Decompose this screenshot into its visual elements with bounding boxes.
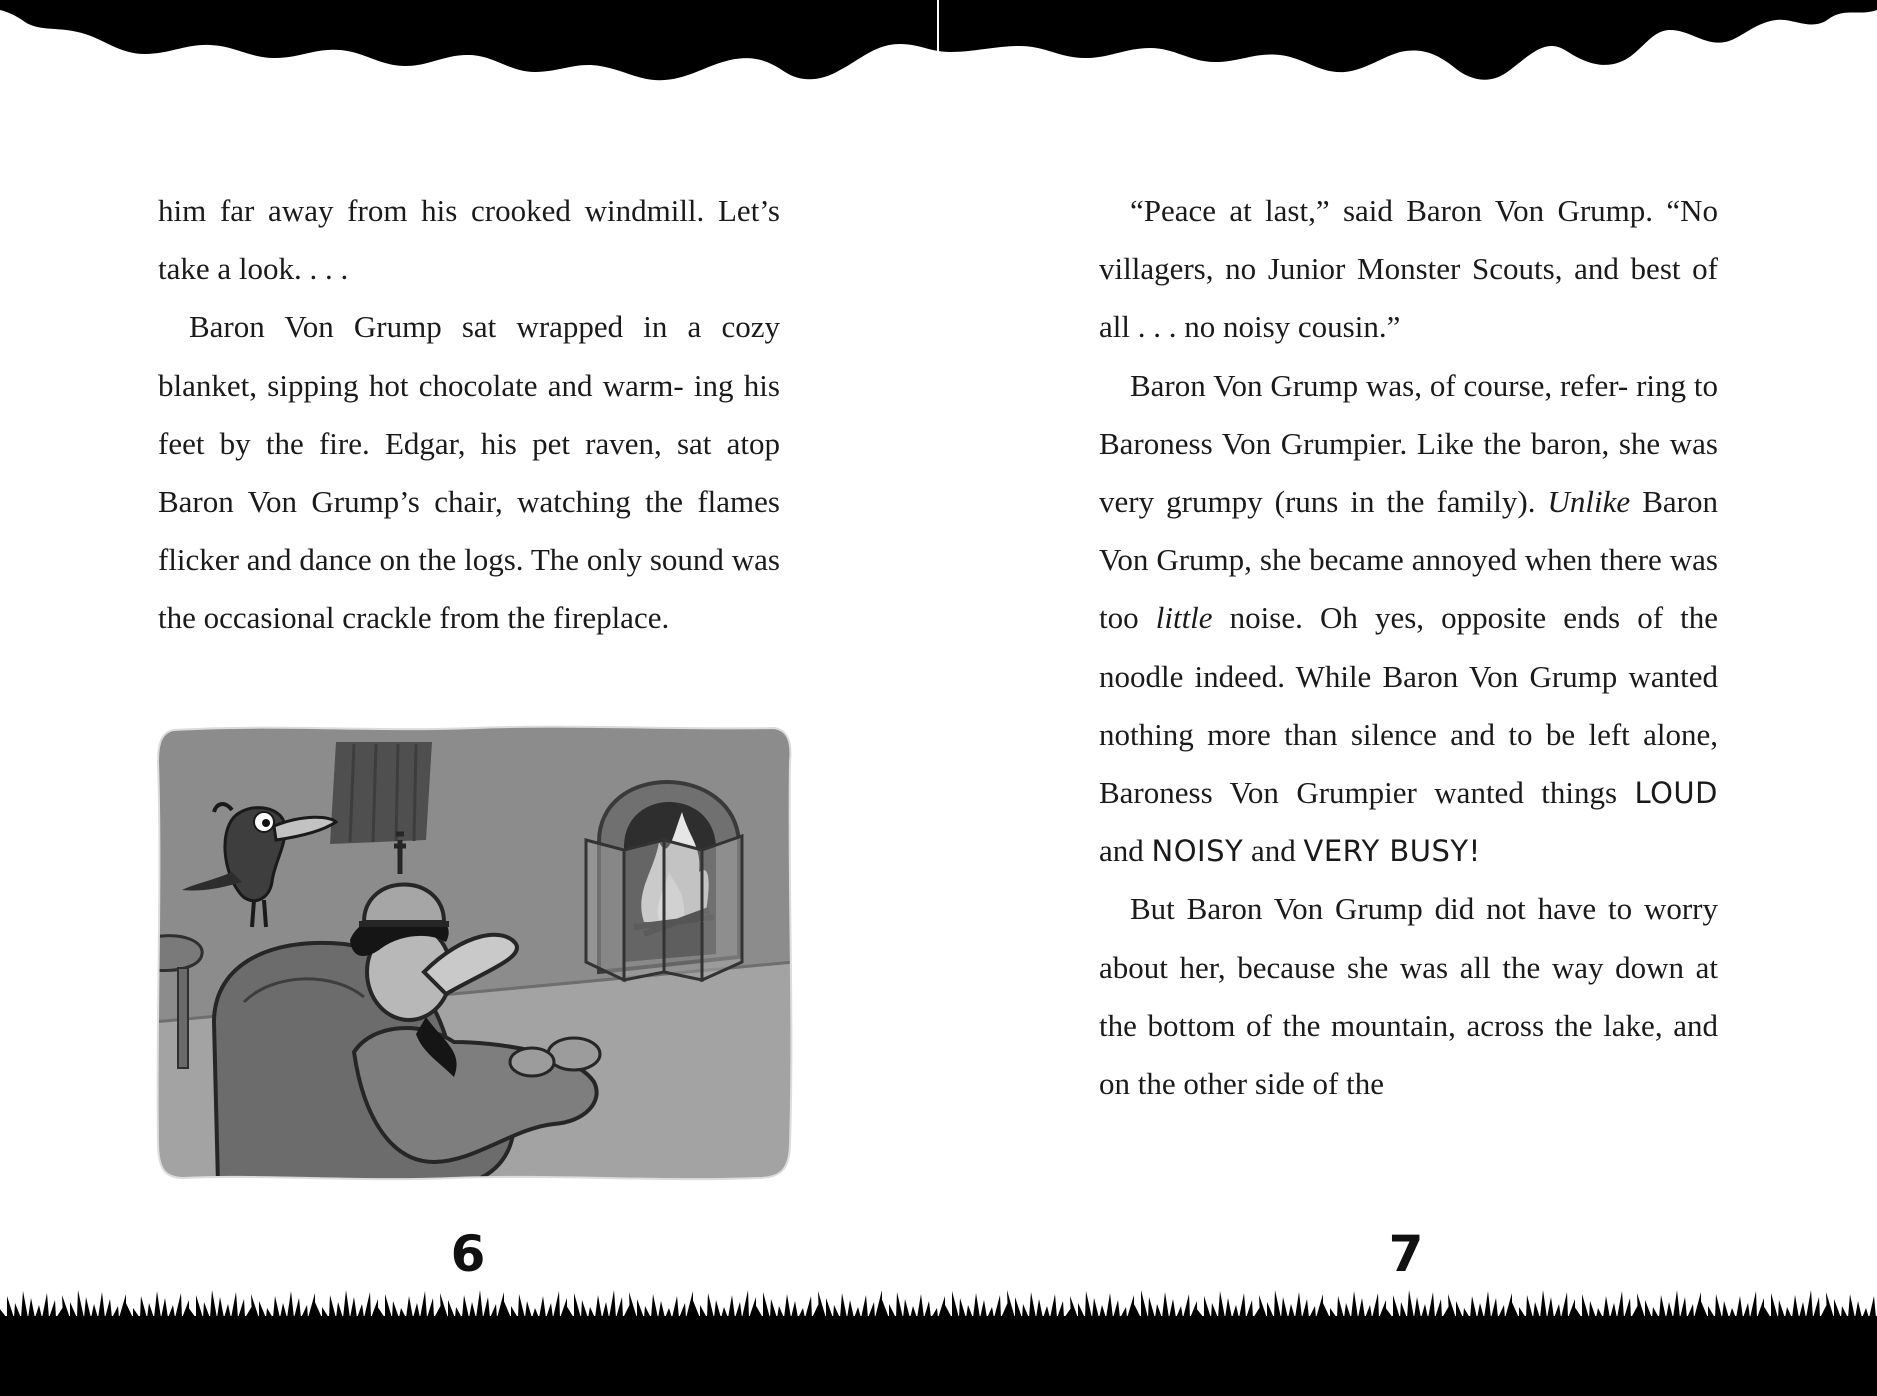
bottom-grass-border — [0, 1290, 1877, 1396]
p2-part-3: noise. Oh yes, opposite ends of the noodle indeed. While Baron Von Grump wanted nothing more than silence and to be left alone, Baroness Von Grumpier wanted things — [1099, 600, 1719, 811]
page-number-right: 7 — [1388, 1225, 1424, 1283]
left-paragraph-2: Baron Von Grump sat wrapped in a cozy blanket, sipping hot chocolate and warm- ing his feet by the fire. Edgar, his pet raven, sat atop Baron Von Grump’s chair, watching the flames flicker and dance on the logs. The only sound was the occasional crackle from the fireplace. — [158, 309, 780, 636]
right-paragraph-2 — [1099, 357, 1718, 881]
p2-noisy-word: NOISY — [1151, 834, 1244, 869]
p2-and-1: and — [1099, 833, 1144, 869]
left-page-text — [158, 182, 780, 648]
right-page-text — [1099, 182, 1718, 1113]
p2-and-2: and — [1250, 833, 1296, 869]
right-paragraph-3: But Baron Von Grump did not have to worry about her, because she was all the way down at the bottom of the mountain, across the lake, and on the other side of the — [1099, 891, 1718, 1102]
grass-blades — [0, 1290, 1877, 1318]
left-paragraph-1: him far away from his crooked windmill. Let’s take a look. . . . — [158, 193, 780, 287]
p2-emphasis-unlike: Unlike — [1547, 484, 1631, 520]
p2-part-1: Baron Von Grump was, of course, refer- ring to Baroness Von Grumpier. Like the baron, she was very grumpy (runs in the family). — [1099, 367, 1718, 520]
p2-loud-word: LOUD — [1634, 776, 1718, 811]
p2-part-2: Baron Von Grump, she became annoyed when there was too — [1099, 484, 1719, 636]
baron-fireplace-illustration — [154, 722, 794, 1184]
p2-busy-word: VERY BUSY! — [1303, 834, 1481, 869]
gutter-line — [937, 0, 939, 55]
page-number-left: 6 — [450, 1225, 486, 1283]
p2-emphasis-little: little — [1155, 600, 1213, 636]
right-paragraph-1: “Peace at last,” said Baron Von Grump. “No villagers, no Junior Monster Scouts, and best of all . . . no noisy cousin.” — [1099, 193, 1718, 345]
